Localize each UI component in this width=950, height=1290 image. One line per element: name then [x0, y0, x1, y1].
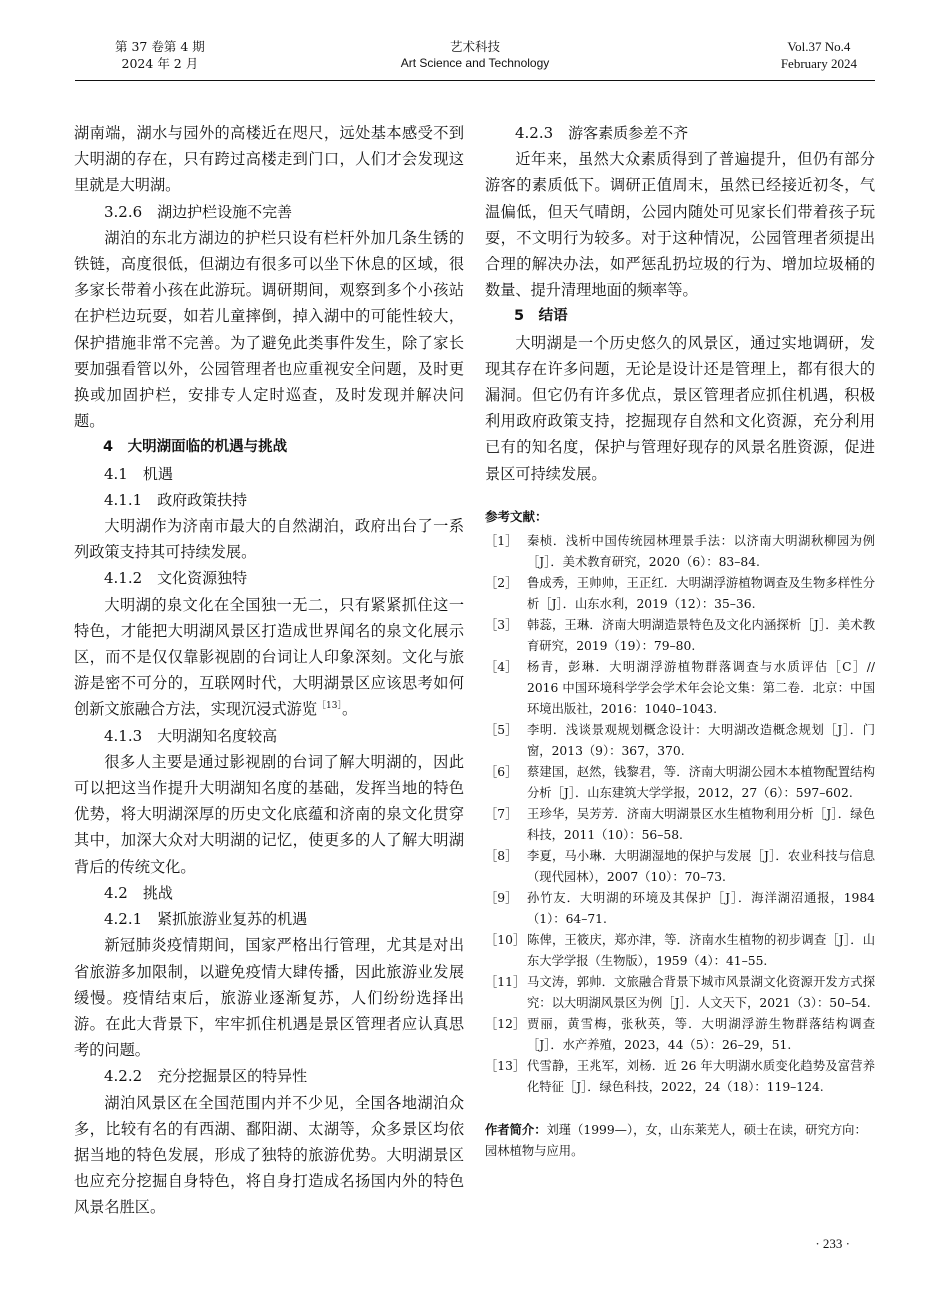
page-header — [75, 38, 875, 81]
reference-item: ［4］ 杨青，彭琳．大明湖浮游植物群落调查与水质评估［C］// 2016 中国环境科学学会学术年会论文集：第二卷．北京：中国环境出版社，2016：1040–1043. — [485, 659, 875, 716]
section-heading: 3.2.6 湖边护栏设施不完善 — [104, 202, 293, 221]
page-number: · 233 · — [815, 1236, 850, 1251]
section-heading: 4.1.2 文化资源独特 — [104, 569, 248, 588]
left-column — [74, 120, 464, 1221]
reference-item: ［11］ 马文涛，郭帅．文旅融合背景下城市风景湖文化资源开发方式探究：以大明湖风景区为例［J］．人文天下，2021（3）：50–54. — [485, 974, 875, 1010]
reference-item: ［5］ 李明．浅谈景观规划概念设计：大明湖改造概念规划［J］．门窗，2013（9）：367，370. — [485, 722, 875, 758]
paragraph: 大明湖的泉文化在全国独一无二，只有紧紧抓住这一特色，才能把大明湖风景区打造成世界闻名的泉文化展示区，而不是仅仅靠影视剧的台词让人印象深刻。文化与旅游是密不可分的，互联网时代，大明湖景区应该思考如何创新文旅融合方法，实现沉浸式游览$^{[13]}$。 — [74, 595, 464, 719]
reference-item: ［12］ 贾丽，黄雪梅，张秋英，等．大明湖浮游生物群落结构调查［J］．水产养殖，2023，44（5）：26–29，51. — [485, 1016, 875, 1052]
section-heading: 4.2.1 紧抓旅游业复苏的机遇 — [104, 910, 308, 929]
reference-list — [485, 531, 875, 1098]
section-heading: 5 结语 — [514, 308, 568, 325]
journal-volume: Vol.37 No.4 February 2024 — [780, 39, 857, 71]
section-heading: 4.2.3 游客素质参差不齐 — [515, 124, 689, 142]
right-column — [485, 120, 875, 1162]
reference-item: ［2］ 鲁成秀，王帅帅，王正红．大明湖浮游植物调查及生物多样性分析［J］．山东水利，2019（12）：35–36. — [485, 575, 875, 611]
references-title: 参考文献： — [485, 508, 548, 524]
reference-item: ［7］ 王珍华，吴芳芳．济南大明湖景区水生植物利用分析［J］．绿色科技，2011（10）：56–58. — [485, 806, 875, 842]
reference-item: ［3］ 韩蕊，王琳．济南大明湖造景特色及文化内涵探析［J］．美术教育研究，2019（19）：79–80. — [485, 617, 875, 653]
author-bio: 作者简介：刘瑾（1999—），女，山东莱芜人，硕士在读，研究方向：园林植物与应用。 — [485, 1122, 867, 1158]
reference-item: ［8］ 李夏，马小琳．大明湖湿地的保护与发展［J］．农业科技与信息（现代园林），2007（10）：70–73. — [485, 848, 875, 884]
journal-issue: 第 37 卷第 4 期 2024 年 2 月 — [115, 39, 205, 71]
paragraph: 大明湖是一个历史悠久的风景区，通过实地调研，发现其存在许多问题，无论是设计还是管理上，都有很大的漏洞。但它仍有许多优点，景区管理者应抓住机遇，积极利用政府政策支持，挖掘现存自然和文化资源，充分利用已有的知名度，保护与管理好现存的风景名胜资源，促进景区可持续发展。 — [485, 333, 875, 483]
section-heading: 4.2 挑战 — [104, 883, 173, 902]
paragraph: 很多人主要是通过影视剧的台词了解大明湖的，因此可以把这当作提升大明湖知名度的基础，发挥当地的特色优势，将大明湖深厚的历史文化底蕴和济南的泉文化贯穿其中，加深大众对大明湖的记忆，使更多的人了解大明湖背后的传统文化。 — [74, 752, 464, 876]
journal-title: 艺术科技 Art Science and Technology — [400, 39, 550, 70]
section-heading: 4.1 机遇 — [104, 464, 173, 483]
paragraph: 湖泊风景区在全国范围内并不少见，全国各地湖泊众多，比较有名的有西湖、鄱阳湖、太湖等，众多景区均依据当地的特色发展，形成了独特的旅游优势。大明湖景区也应充分挖掘自身特色，将自身打造成名扬国内外的特色风景名胜区。 — [74, 1093, 464, 1217]
paragraph: 湖泊的东北方湖边的护栏只设有栏杆外加几条生锈的铁链，高度很低，但湖边有很多可以坐下休息的区域，很多家长带着小孩在此游玩。调研期间，观察到多个小孩站在护栏边玩耍，如若儿童摔倒，掉入湖中的可能性较大，保护措施非常不完善。为了避免此类事件发生，除了家长要加强看管以外，公园管理者也应重视安全问题，及时更换或加固护栏，安排专人定时巡查，及时发现并解决问题。 — [74, 228, 464, 431]
reference-item: ［6］ 蔡建国，赵然，钱黎君，等．济南大明湖公园木本植物配置结构分析［J］．山东建筑大学学报，2012，27（6）：597–602. — [485, 764, 875, 800]
paragraph: 近年来，虽然大众素质得到了普遍提升，但仍有部分游客的素质低下。调研正值周末，虽然已经接近初冬，气温偏低，但天气晴朗，公园内随处可见家长们带着孩子玩耍，不文明行为较多。对于这种情况，公园管理者须提出合理的解决办法，如严惩乱扔垃圾的行为、增加垃圾桶的数量、提升清理地面的频率等。 — [485, 150, 875, 300]
citation[interactable]: ［13］ — [317, 701, 342, 712]
reference-item: ［1］ 秦桢．浅析中国传统园林理景手法：以济南大明湖秋柳园为例［J］．美术教育研究，2020（6）：83–84. — [485, 533, 875, 569]
section-heading: 4.2.2 充分挖掘景区的特异性 — [104, 1067, 308, 1086]
paragraph: 新冠肺炎疫情期间，国家严格出行管理，尤其是对出省旅游多加限制，以避免疫情大肆传播，因此旅游业发展缓慢。疫情结束后，旅游业逐渐复苏，人们纷纷选择出游。在此大背景下，牢牢抓住机遇是景区管理者应认真思考的问题。 — [74, 936, 464, 1060]
reference-item: ［10］ 陈俾，王筱庆，郑亦津，等．济南水生植物的初步调查［J］．山东大学学报（生物版），1959（4）：41–55. — [485, 932, 875, 968]
reference-item: ［13］ 代雪静，王兆军，刘杨．近 26 年大明湖水质变化趋势及富营养化特征［J］．绿色科技，2022，24（18）：119–124. — [485, 1058, 875, 1094]
section-heading: 4.1.3 大明湖知名度较高 — [104, 726, 278, 745]
reference-item: ［9］ 孙竹友．大明湖的环境及其保护［J］．海洋湖沼通报，1984（1）：64–71. — [485, 890, 875, 926]
section-heading: 4 大明湖面临的机遇与挑战 — [103, 439, 288, 456]
section-heading: 4.1.1 政府政策扶持 — [104, 490, 248, 509]
paragraph: 湖南端，湖水与园外的高楼近在咫尺，远处基本感受不到大明湖的存在，只有跨过高楼走到门口，人们才会发现这里就是大明湖。 — [74, 124, 464, 195]
paragraph: 大明湖作为济南市最大的自然湖泊，政府出台了一系列政策支持其可持续发展。 — [74, 517, 464, 562]
